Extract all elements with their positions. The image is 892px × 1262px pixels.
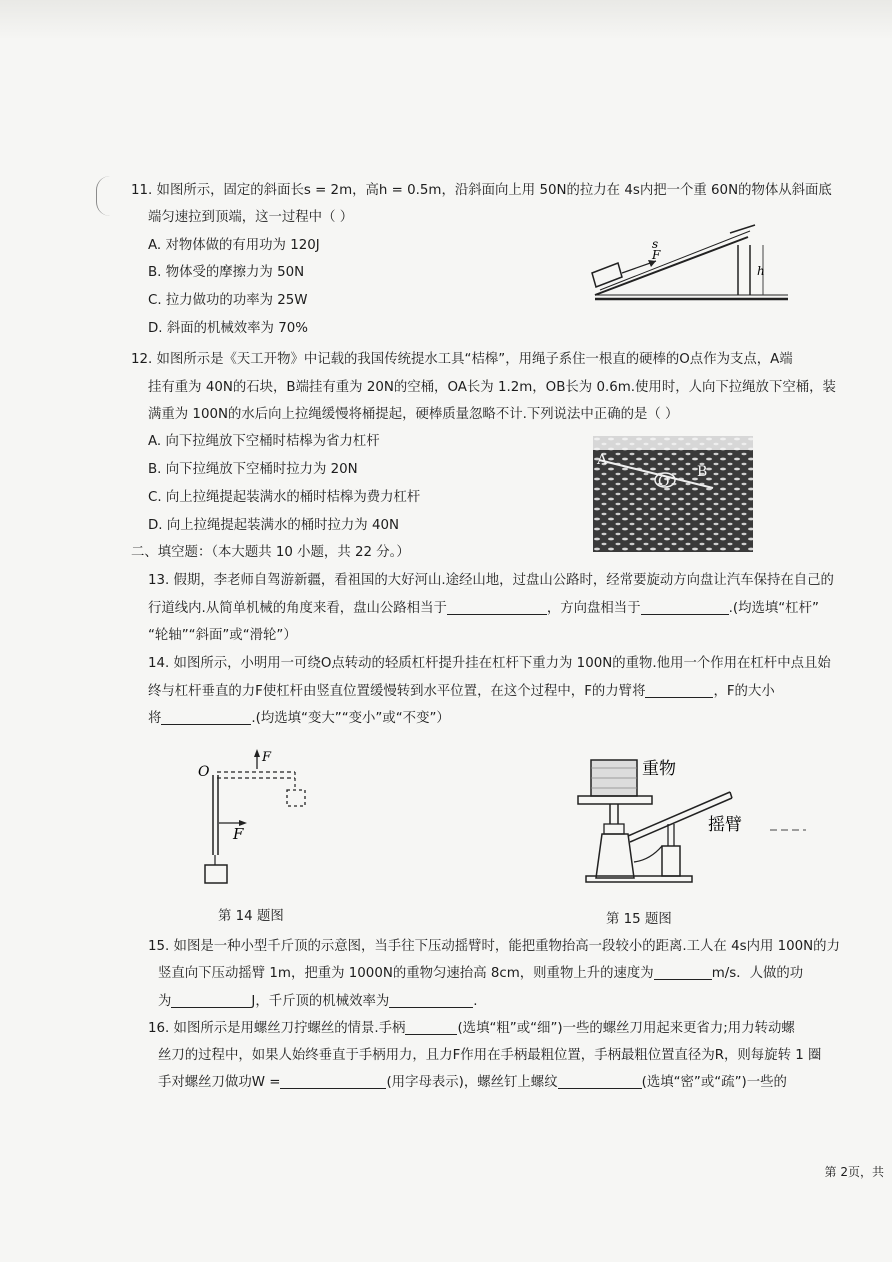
incline-f-label: F (652, 248, 661, 262)
q15-blank-efficiency[interactable] (389, 993, 473, 1008)
q13-line2 (148, 599, 819, 619)
q16-text-e: (选填“密”或“疏”)一些的 (641, 1075, 787, 1090)
incline-figure (580, 215, 800, 305)
q14-text-d: .(均选填“变大”“变小”或“不变”） (251, 711, 450, 726)
q13-line1: 13. 假期，李老师自驾游新疆，看祖国的大好河山.途经山地，过盘山公路时，经常要旋动方向盘让汽车保持在自己的 (148, 573, 834, 588)
q11-stem-line1: 11. 如图所示，固定的斜面长s = 2m，高h = 0.5m，沿斜面向上用 50N的拉力在 4s内把一个重 60N的物体从斜面底 (131, 183, 832, 198)
q13-text-a: 行道线内.从简单机械的角度来看，盘山公路相当于 (148, 601, 447, 616)
q15-text-d: J，千斤顶的机械效率为 (251, 994, 390, 1009)
q15-text-b: m/s．人做的功 (711, 966, 804, 981)
scan-shadow (0, 0, 892, 40)
photo-b-label: B (697, 464, 708, 480)
q13-blank-road[interactable] (447, 600, 547, 615)
jack-weight-label: 重物 (642, 759, 676, 779)
photo-a-label: A (597, 452, 608, 468)
q14-text-c: 将 (148, 711, 162, 726)
jack-handle-label: 摇臂 (708, 815, 742, 835)
q13-blank-wheel[interactable] (641, 600, 729, 615)
q14-line3 (148, 709, 450, 729)
scan-margin-mark (96, 176, 111, 216)
q13-text-c: .(均选填“杠杆” (728, 601, 819, 616)
q12-option-c: C. 向上拉绳提起装满水的桶时桔槔为费力杠杆 (148, 490, 421, 505)
q12-stem-line2: 挂有重为 40N的石块，B端挂有重为 20N的空桶，OA长为 1.2m，OB长为 0.6m.使用时，人向下拉绳放下空桶，装 (148, 380, 836, 395)
q16-line1 (148, 1019, 795, 1039)
q15-figure-caption: 第 15 题图 (606, 912, 672, 927)
q14-text-b: ，F的大小 (713, 684, 775, 699)
q11-option-c: C. 拉力做功的功率为 25W (148, 293, 308, 308)
q12-option-b: B. 向下拉绳放下空桶时拉力为 20N (148, 462, 358, 477)
q12-stem-line3: 满重为 100N的水后向上拉绳缓慢将桶提起，硬棒质量忽略不计.下列说法中正确的是（ ） (148, 407, 679, 422)
q16-text-c: 手对螺丝刀做功W = (158, 1075, 281, 1090)
q16-line2: 丝刀的过程中，如果人始终垂直于手柄用力，且力F作用在手柄最粗位置，手柄最粗位置直径为R，则每旋转 1 圈 (158, 1048, 822, 1063)
q12-option-d: D. 向上拉绳提起装满水的桶时拉力为 40N (148, 518, 399, 533)
q14-blank-force[interactable] (161, 710, 251, 725)
incline-s-label: s (652, 237, 659, 251)
q12-stem-line1: 12. 如图所示是《天工开物》中记载的我国传统提水工具“桔槔”，用绳子系住一根直的硬棒的O点作为支点，A端 (131, 352, 793, 367)
q12-option-a: A. 向下拉绳放下空桶时桔槔为省力杠杆 (148, 434, 380, 449)
q15-text-c: 为 (158, 994, 172, 1009)
q11-option-d: D. 斜面的机械效率为 70% (148, 321, 308, 336)
well-sweep-photo (593, 436, 753, 552)
q16-blank-work-formula[interactable] (280, 1074, 386, 1089)
q11-stem-line2: 端匀速拉到顶端，这一过程中（ ） (148, 210, 354, 225)
lever-f-side-label: F (233, 825, 244, 843)
q14-line1: 14. 如图所示，小明用一可绕O点转动的轻质杠杆提升挂在杠杆下重力为 100N的重物.他用一个作用在杠杆中点且始 (148, 656, 831, 671)
q15-text-a: 竖直向下压动摇臂 1m，把重为 1000N的重物匀速抬高 8cm，则重物上升的速度为 (158, 966, 654, 981)
q16-text-a: 16. 如图所示是用螺丝刀拧螺丝的情景.手柄 (148, 1021, 406, 1036)
lever-figure (195, 745, 325, 890)
jack-figure (570, 750, 810, 885)
q13-text-b: ，方向盘相当于 (546, 601, 641, 616)
incline-h-label: h (757, 264, 765, 278)
q13-line3: “轮轴”“斜面”或“滑轮”） (148, 628, 297, 643)
lever-o-label: O (198, 764, 210, 780)
q15-blank-speed[interactable] (654, 965, 712, 980)
q11-option-a: A. 对物体做的有用功为 120J (148, 238, 320, 253)
q16-blank-handle[interactable] (405, 1020, 457, 1035)
q14-blank-arm[interactable] (645, 683, 713, 698)
q16-blank-thread[interactable] (558, 1074, 642, 1089)
q15-line2 (158, 964, 803, 984)
q14-figure-caption: 第 14 题图 (218, 909, 284, 924)
q15-text-e: . (473, 994, 478, 1009)
lever-f-top-label: F (262, 750, 272, 765)
photo-o-label: O (658, 474, 670, 490)
q14-text-a: 终与杠杆垂直的力F使杠杆由竖直位置缓慢转到水平位置，在这个过程中，F的力臂将 (148, 684, 646, 699)
q16-text-b: (选填“粗”或“细”)一些的螺丝刀用起来更省力;用力转动螺 (457, 1021, 795, 1036)
q15-line1: 15. 如图是一种小型千斤顶的示意图，当手往下压动摇臂时，能把重物抬高一段较小的距离.工人在 4s内用 100N的力 (148, 939, 840, 954)
section-fill-in-title: 二、填空题：（本大题共 10 小题，共 22 分。） (131, 545, 410, 560)
q14-line2 (148, 682, 775, 702)
page-number: 第 2页，共 (824, 1165, 884, 1179)
q16-text-d: (用字母表示)，螺丝钉上螺纹 (386, 1075, 558, 1090)
q16-line3 (158, 1073, 787, 1093)
q11-option-b: B. 物体受的摩擦力为 50N (148, 265, 305, 280)
q15-line3 (158, 992, 478, 1012)
q15-blank-work[interactable] (171, 993, 251, 1008)
